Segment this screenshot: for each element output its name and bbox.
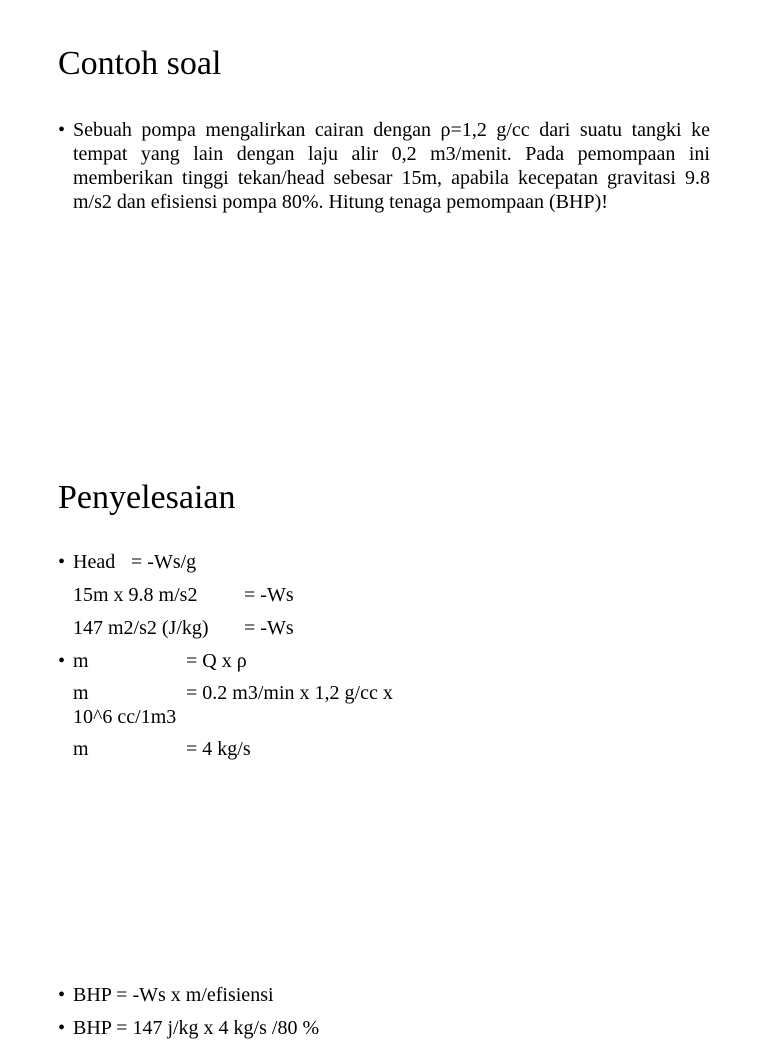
bullet-icon: • [58, 650, 66, 672]
equation-rhs: = -Ws [244, 617, 294, 639]
problem-bullet [58, 118, 710, 214]
equation-lhs: Head [73, 551, 116, 573]
bullet-icon: • [58, 984, 66, 1006]
equation-lhs: m [73, 682, 89, 704]
slide-bhp [0, 950, 768, 1039]
bullet-icon: • [58, 551, 66, 573]
equation-lhs: 15m x 9.8 m/s2 [73, 584, 198, 606]
equation-rhs: = -Ws/g [131, 551, 197, 573]
slide-problem [0, 0, 768, 430]
equation-rhs: = -Ws [244, 584, 294, 606]
equation-rhs: = Q x ρ [186, 650, 247, 672]
slide-title: Contoh soal [58, 45, 222, 82]
bullet-icon: • [58, 1017, 66, 1039]
equation-lhs: m [73, 650, 89, 672]
equation-lhs: m [73, 738, 89, 760]
equation-rhs: = 0.2 m3/min x 1,2 g/cc x [186, 682, 393, 704]
equation-continuation: 10^6 cc/1m3 [73, 706, 177, 728]
solution-line-mass-calc [58, 681, 658, 729]
slide-solution [0, 430, 768, 950]
list-item [58, 118, 710, 214]
bullet-icon: • [58, 119, 66, 141]
slide-title: Penyelesaian [58, 479, 236, 516]
problem-text: Sebuah pompa mengalirkan cairan dengan ρ=1,2 g/cc dari suatu tangki ke tempat yang lain dengan laju alir 0,2 m3/menit. Pada pemompaan ini memberikan tinggi tekan/head sebesar 15m, apabila kecepatan gravitasi 9.8 m/s2 dan efisiensi pompa 80%. Hitung tenaga pemompaan (BHP)! [73, 119, 710, 213]
bhp-calc-text: BHP = 147 j/kg x 4 kg/s /80 % [73, 1017, 320, 1039]
equation-lhs: 147 m2/s2 (J/kg) [73, 617, 209, 639]
bhp-formula-text: BHP = -Ws x m/efisiensi [73, 984, 274, 1006]
equation-rhs: = 4 kg/s [186, 738, 251, 760]
